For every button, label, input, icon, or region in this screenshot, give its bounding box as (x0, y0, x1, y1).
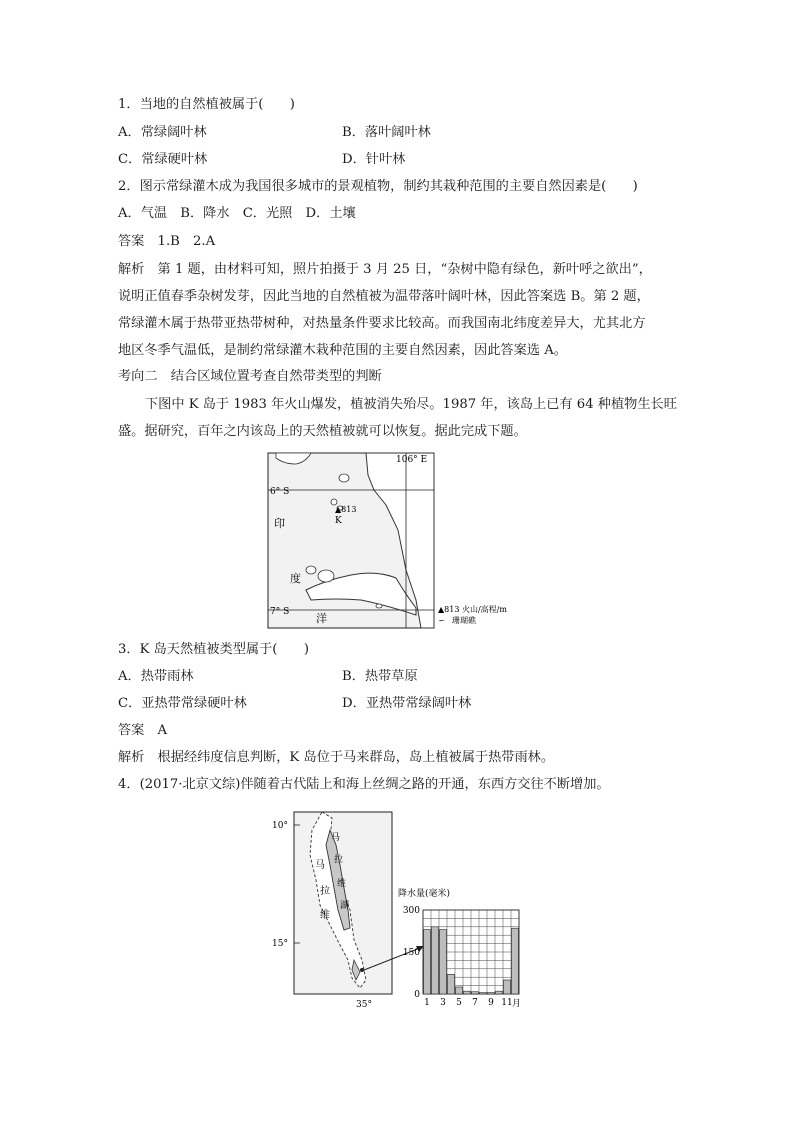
legend-volcano: ▲813 火山/高程/m (438, 605, 507, 614)
lake-label: 维 (337, 879, 347, 889)
chart-xtick-label: 1 (424, 998, 430, 1008)
chart-xtick-label: 9 (488, 998, 494, 1008)
chart-bar (440, 930, 447, 994)
chart-yticks (403, 906, 420, 1000)
country-label: 马 (315, 860, 325, 871)
islet (318, 570, 334, 582)
k-island-elevation: ▲813 (335, 505, 357, 514)
lake-label: 马 (331, 833, 341, 843)
analysis-1-2 (118, 256, 678, 364)
country-label: 维 (320, 910, 330, 921)
q1-option-c: C．常绿硬叶林 (118, 152, 208, 167)
ocean-label-1: 印 (274, 517, 285, 530)
chart-ytick-label: 0 (414, 990, 420, 1000)
intro-line: 下图中 K 岛于 1983 年火山爆发，植被消失殆尽。1987 年，该岛上已有 64 种植物生长旺 (145, 397, 677, 412)
answer-3: 答案 A (118, 723, 168, 738)
k-island-label: K (335, 516, 342, 526)
lat-label-10: 10° (272, 821, 288, 831)
intro-line: 盛。据研究，百年之内该岛上的天然植被就可以恢复。据此完成下题。 (118, 424, 527, 439)
islet (339, 474, 349, 482)
legend-reef: 珊瑚礁 (452, 616, 476, 625)
q1-option-b: B．落叶阔叶林 (342, 125, 431, 140)
chart-xtick-label: 5 (456, 998, 462, 1008)
analysis-3: 解析 根据经纬度信息判断，K 岛位于马来群岛，岛上植被属于热带雨林。 (118, 750, 555, 765)
lon-label-35: 35° (356, 1000, 372, 1010)
intro-paragraph (118, 391, 685, 445)
chart-xtick-label: 11 (501, 998, 513, 1008)
chart-ylabel: 降水量(毫米) (398, 889, 451, 899)
chart-bar (512, 928, 519, 994)
lat-label-7s: 7° S (270, 607, 290, 617)
q3-option-c: C．亚热带常绿硬叶林 (118, 696, 247, 711)
q3-stem: 3．K 岛天然植被类型属于( ) (118, 642, 309, 657)
malawi-map (270, 810, 395, 1012)
k-island-map (266, 450, 516, 632)
chart-bar (488, 993, 495, 994)
lon-label: 106° E (396, 455, 428, 465)
country-label: 拉 (320, 886, 330, 897)
q3-option-b: B．热带草原 (342, 669, 418, 684)
q2-stem: 2．图示常绿灌木成为我国很多城市的景观植物，制约其栽种范围的主要自然因素是( ) (118, 179, 638, 194)
chart-ytick-label: 300 (402, 906, 420, 916)
chart-bar (448, 974, 455, 994)
chart-ytick-label: 150 (402, 948, 420, 958)
q3-option-d: D．亚热带常绿阔叶林 (342, 696, 472, 711)
lat-label-15: 15° (272, 939, 288, 949)
lake-label: 拉 (334, 855, 344, 865)
chart-xlabel: 月 (512, 999, 522, 1008)
islet (376, 604, 382, 608)
lat-label-6s: 6° S (270, 487, 290, 497)
analysis-line: 解析 第 1 题，由材料可知，照片拍摄于 3 月 25 日，“杂树中隐有绿色，新叶呼之欲出”， (118, 262, 652, 277)
chart-xticks (424, 998, 513, 1008)
analysis-line: 说明正值春季杂树发芽，因此当地的自然植被为温带落叶阔叶林，因此答案选 B。第 2 题， (118, 289, 650, 304)
q3-option-a: A．热带雨林 (118, 669, 194, 684)
q4-stem: 4．(2017·北京文综)伴随着古代陆上和海上丝绸之路的开通，东西方交往不断增加。 (118, 777, 610, 792)
legend-reef-symbol: ∽ (438, 616, 445, 625)
chart-bar (472, 992, 479, 994)
precipitation-chart (398, 884, 528, 1008)
q2-options: A．气温 B．降水 C．光照 D．土壤 (118, 206, 356, 221)
analysis-line: 常绿灌木属于热带亚热带树种，对热量条件要求比较高。而我国南北纬度差异大，尤其北方 (118, 316, 646, 331)
chart-bar (480, 993, 487, 994)
q1-option-a: A．常绿阔叶林 (118, 125, 207, 140)
chart-bar (432, 927, 439, 994)
chart-bar (456, 987, 463, 994)
answer-1-2: 答案 1.B 2.A (118, 234, 216, 249)
section-heading: 考向二 结合区域位置考查自然带类型的判断 (118, 369, 382, 384)
q1-option-d: D．针叶林 (342, 152, 406, 167)
chart-bar (504, 980, 511, 994)
ocean-label-3: 洋 (316, 612, 327, 625)
ocean-label-2: 度 (290, 572, 301, 585)
lake-label: 湖 (340, 901, 350, 911)
chart-bar (464, 991, 471, 994)
chart-bar (496, 991, 503, 994)
chart-xtick-label: 7 (472, 998, 478, 1008)
chart-bar (424, 930, 431, 994)
analysis-line: 地区冬季气温低，是制约常绿灌木栽种范围的主要自然因素，因此答案选 A。 (118, 343, 567, 358)
chart-xtick-label: 3 (440, 998, 446, 1008)
islet (306, 566, 316, 574)
q1-stem: 1．当地的自然植被属于( ) (118, 97, 295, 112)
